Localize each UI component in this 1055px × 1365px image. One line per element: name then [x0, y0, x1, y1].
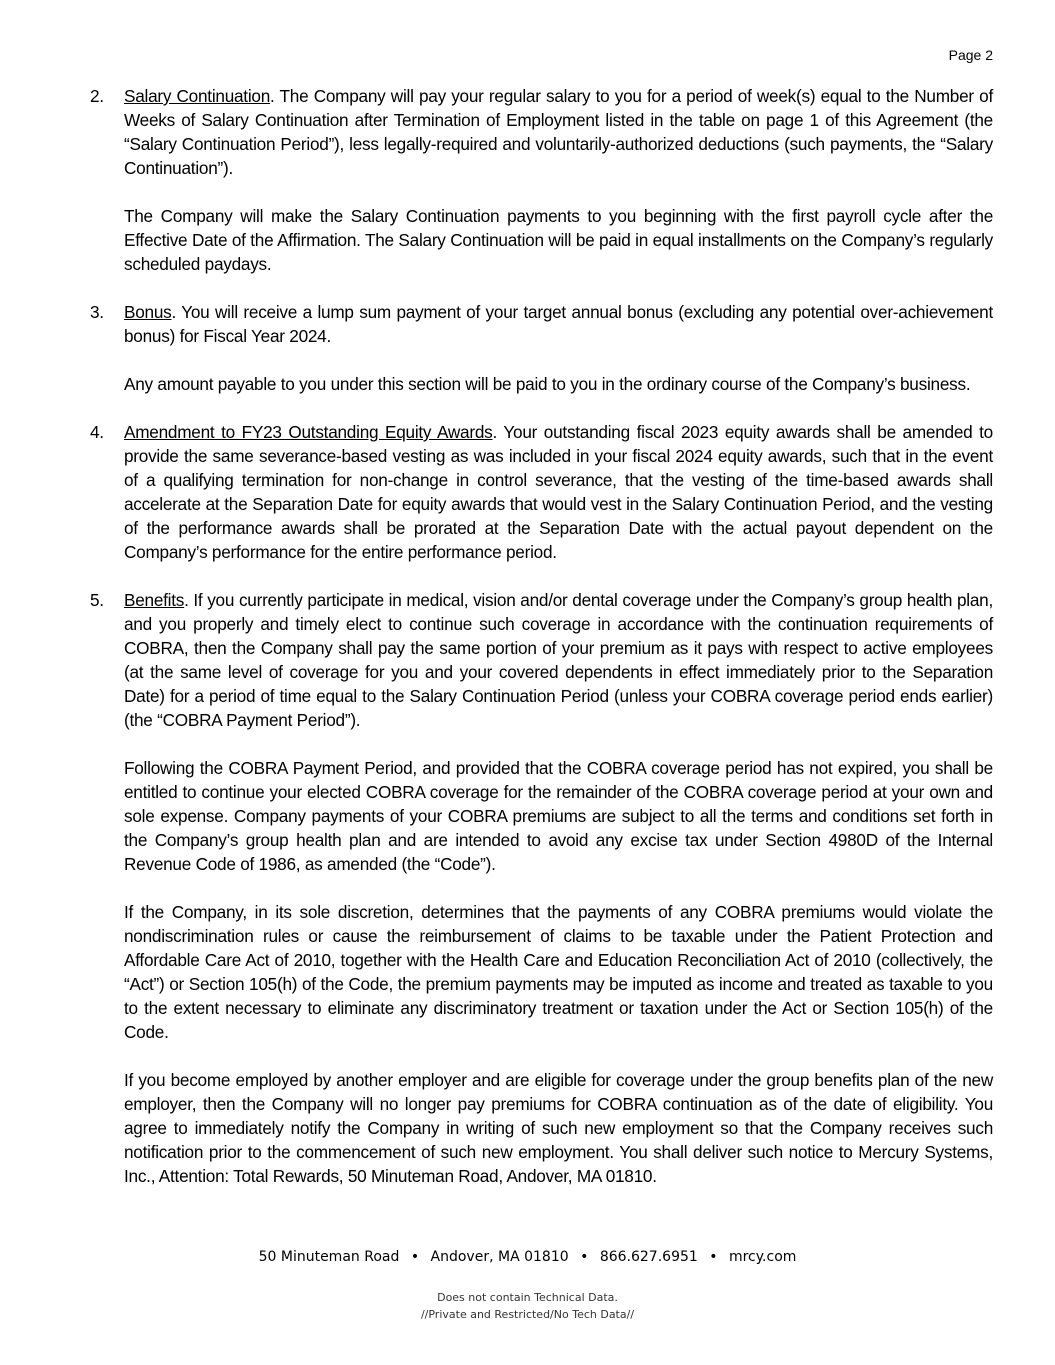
section-paragraph	[124, 84, 993, 180]
section-heading: Salary Continuation	[124, 86, 271, 106]
footer-notice-line: //Private and Restricted/No Tech Data//	[420, 1308, 635, 1321]
footer-street: 50 Minuteman Road	[258, 1249, 400, 1265]
section-paragraph	[124, 588, 993, 732]
footer-city: Andover, MA 01810	[430, 1249, 569, 1265]
paragraph-text: . Your outstanding fiscal 2023 equity awards shall be amended to provide the same severance-based vesting as was included in your fiscal 2024 equity awards, such that in the event of a qualifying termination for non-change in control severance, that the vesting of the time-based awards shall accelerate at the Separation Date for equity awards that would vest in the Salary Continuation Period, and the vesting of the performance awards shall be prorated at the Separation Date with the actual payout dependent on the Company’s performance for the entire performance period.	[124, 422, 993, 562]
section-benefits	[90, 588, 993, 1188]
section-heading: Amendment to FY23 Outstanding Equity Awards	[124, 422, 493, 442]
paragraph-text: . If you currently participate in medical, vision and/or dental coverage under the Company’s group health plan, and you properly and timely elect to continue such coverage in accordance with the continuation requirements of COBRA, then the Company shall pay the same portion of your premium as it pays with respect to active employees (at the same level of coverage for you and your covered dependents in effect immediately prior to the Separation Date) for a period of time equal to the Salary Continuation Period (unless your COBRA coverage period ends earlier) (the “COBRA Payment Period”).	[124, 590, 993, 730]
paragraph-text: . The Company will pay your regular salary to you for a period of week(s) equal to the Number of Weeks of Salary Continuation after Termination of Employment listed in the table on page 1 of this Agreement (the “Salary Continuation Period”), less legally-required and voluntarily-authorized deductions (such payments, the “Salary Continuation”).	[124, 86, 993, 178]
agreement-body	[90, 84, 993, 1212]
section-paragraph: The Company will make the Salary Continuation payments to you beginning with the first payroll cycle after the Effective Date of the Affirmation. The Salary Continuation will be paid in equal installments on the Company’s regularly scheduled paydays.	[124, 206, 993, 274]
footer-address	[0, 1246, 1055, 1268]
section-paragraph: Following the COBRA Payment Period, and provided that the COBRA coverage period has not expired, you shall be entitled to continue your elected COBRA coverage for the remainder of the COBRA coverage period at your own and sole expense. Company payments of your COBRA premiums are subject to all the terms and conditions set forth in the Company’s group health plan and are intended to avoid any excise tax under Section 4980D of the Internal Revenue Code of 1986, as amended (the “Code”).	[124, 758, 993, 874]
section-paragraph	[124, 300, 993, 348]
section-paragraph: If the Company, in its sole discretion, determines that the payments of any COBRA premiums would violate the nondiscrimination rules or cause the reimbursement of claims to be taxable under the Patient Protection and Affordable Care Act of 2010, together with the Health Care and Education Reconciliation Act of 2010 (collectively, the “Act”) or Section 105(h) of the Code, the premium payments may be imputed as income and treated as taxable to you to the extent necessary to eliminate any discriminatory treatment or taxation under the Act or Section 105(h) of the Code.	[124, 902, 993, 1042]
section-equity-awards	[90, 420, 993, 564]
footer-notice	[0, 1289, 1055, 1323]
footer-website: mrcy.com	[728, 1249, 797, 1265]
paragraph-text: . You will receive a lump sum payment of your target annual bonus (excluding any potential over-achievement bonus) for Fiscal Year 2024.	[124, 302, 993, 346]
section-salary-continuation	[90, 84, 993, 276]
section-number: 3.	[90, 302, 104, 322]
section-bonus	[90, 300, 993, 396]
footer-separator: •	[410, 1249, 420, 1265]
section-paragraph	[124, 420, 993, 564]
section-paragraph: If you become employed by another employer and are eligible for coverage under the group benefits plan of the new employer, then the Company will no longer pay premiums for COBRA continuation as of the date of eligibility. You agree to immediately notify the Company in writing of such new employment so that the Company receives such notification prior to the commencement of such new employment. You shall deliver such notice to Mercury Systems, Inc., Attention: Total Rewards, 50 Minuteman Road, Andover, MA 01810.	[124, 1070, 993, 1186]
section-number: 2.	[90, 86, 104, 106]
section-number: 4.	[90, 422, 104, 442]
footer-notice-line: Does not contain Technical Data.	[437, 1291, 618, 1304]
footer-separator: •	[580, 1249, 589, 1265]
section-heading: Bonus	[124, 302, 172, 322]
section-number: 5.	[90, 590, 104, 610]
section-heading: Benefits	[124, 590, 185, 610]
section-paragraph: Any amount payable to you under this section will be paid to you in the ordinary course of the Company’s business.	[124, 374, 971, 394]
footer-separator: •	[709, 1249, 718, 1265]
page-number: Page 2	[948, 47, 993, 63]
footer-phone: 866.627.6951	[599, 1249, 698, 1265]
